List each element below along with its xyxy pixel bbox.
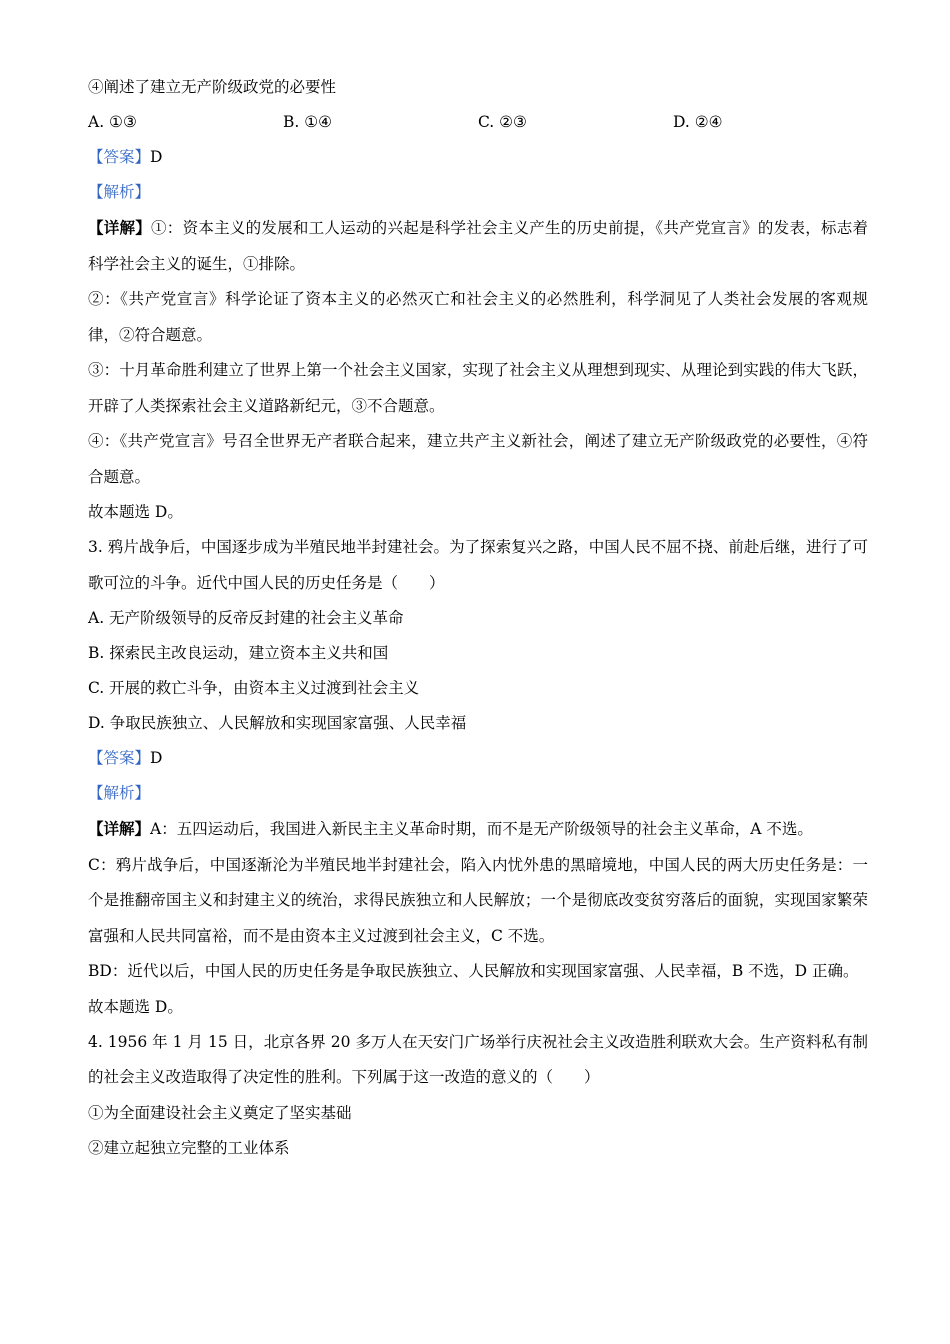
q2-analysis-tag: 【解析】 — [88, 183, 151, 201]
q2-choice-d: D. ②④ — [673, 113, 723, 131]
q3-detail-bd: BD：近代以后，中国人民的历史任务是争取民族独立、人民解放和实现国家富强、人民幸福，B 不选，D 正确。 — [88, 962, 859, 980]
q3-detail-a-text: A：五四运动后，我国进入新民主主义革命时期，而不是无产阶级领导的社会主义革命，A 不选。 — [150, 820, 813, 838]
q2-answer-tag: 【答案】 — [88, 148, 151, 166]
q2-detail-tag: 【详解】 — [88, 218, 152, 237]
q3-detail-c: C：鸦片战争后，中国逐渐沦为半殖民地半封建社会，陷入内忧外患的黑暗境地，中国人民的两大历史任务是：一个是推翻帝国主义和封建主义的统治，求得民族独立和人民解放；一个是彻底改变贫穷落后的面貌，实现国家繁荣富强和人民共同富裕，而不是由资本主义过渡到社会主义，C 不选。 — [88, 855, 868, 945]
q3-detail-tag: 【详解】 — [88, 819, 151, 838]
q4-stem: 4. 1956 年 1 月 15 日，北京各界 20 多万人在天安门广场举行庆祝社会主义改造胜利联欢大会。生产资料私有制的社会主义改造取得了决定性的胜利。下列属于这一改造的意义的（ ） — [88, 1032, 868, 1086]
q2-detail-4: ④：《共产党宣言》号召全世界无产者联合起来，建立共产主义新社会，阐述了建立无产阶级政党的必要性，④符合题意。 — [88, 432, 868, 486]
q2-detail-1-text: ①：资本主义的发展和工人运动的兴起是科学社会主义产生的历史前提，《共产党宣言》的发表，标志着科学社会主义的诞生，①排除。 — [88, 219, 868, 273]
q3-analysis-tag: 【解析】 — [88, 784, 151, 802]
q3-answer-value: D — [150, 749, 163, 767]
q4-item-2: ②建立起独立完整的工业体系 — [88, 1138, 290, 1157]
q3-answer-tag: 【答案】 — [88, 749, 151, 767]
q2-detail-1 — [88, 210, 868, 282]
q3-option-c: C. 开展的救亡斗争，由资本主义过渡到社会主义 — [88, 679, 420, 697]
q2-analysis — [88, 175, 868, 210]
q3-option-b: B. 探索民主改良运动，建立资本主义共和国 — [88, 644, 389, 662]
q3-option-d: D. 争取民族独立、人民解放和实现国家富强、人民幸福 — [88, 714, 467, 732]
q3-conclusion: 故本题选 D。 — [88, 997, 183, 1016]
document-page — [88, 70, 868, 1166]
q2-option-4: ④阐述了建立无产阶级政党的必要性 — [88, 78, 337, 96]
q2-detail-3: ③：十月革命胜利建立了世界上第一个社会主义国家，实现了社会主义从理想到现实、从理论到实践的伟大飞跃，开辟了人类探索社会主义道路新纪元，③不合题意。 — [88, 361, 868, 415]
q2-answer-value: D — [150, 148, 163, 166]
q3-stem: 3. 鸦片战争后，中国逐步成为半殖民地半封建社会。为了探索复兴之路，中国人民不屈不挠、前赴后继，进行了可歌可泣的斗争。近代中国人民的历史任务是（ ） — [88, 538, 868, 592]
q2-choice-a: A. ①③ — [88, 113, 137, 131]
q3-detail-a — [88, 811, 868, 848]
q2-choices — [88, 105, 868, 140]
q2-conclusion: 故本题选 D。 — [88, 503, 183, 521]
q3-analysis — [88, 776, 868, 811]
q2-detail-2: ②：《共产党宣言》科学论证了资本主义的必然灭亡和社会主义的必然胜利，科学洞见了人类社会发展的客观规律，②符合题意。 — [88, 290, 868, 344]
q2-choice-c: C. ②③ — [478, 113, 527, 131]
q2-choice-b: B. ①④ — [283, 113, 333, 131]
q4-item-1: ①为全面建设社会主义奠定了坚实基础 — [88, 1103, 352, 1122]
q3-option-a: A. 无产阶级领导的反帝反封建的社会主义革命 — [88, 609, 404, 627]
q3-answer — [88, 741, 868, 776]
q2-answer — [88, 140, 868, 175]
